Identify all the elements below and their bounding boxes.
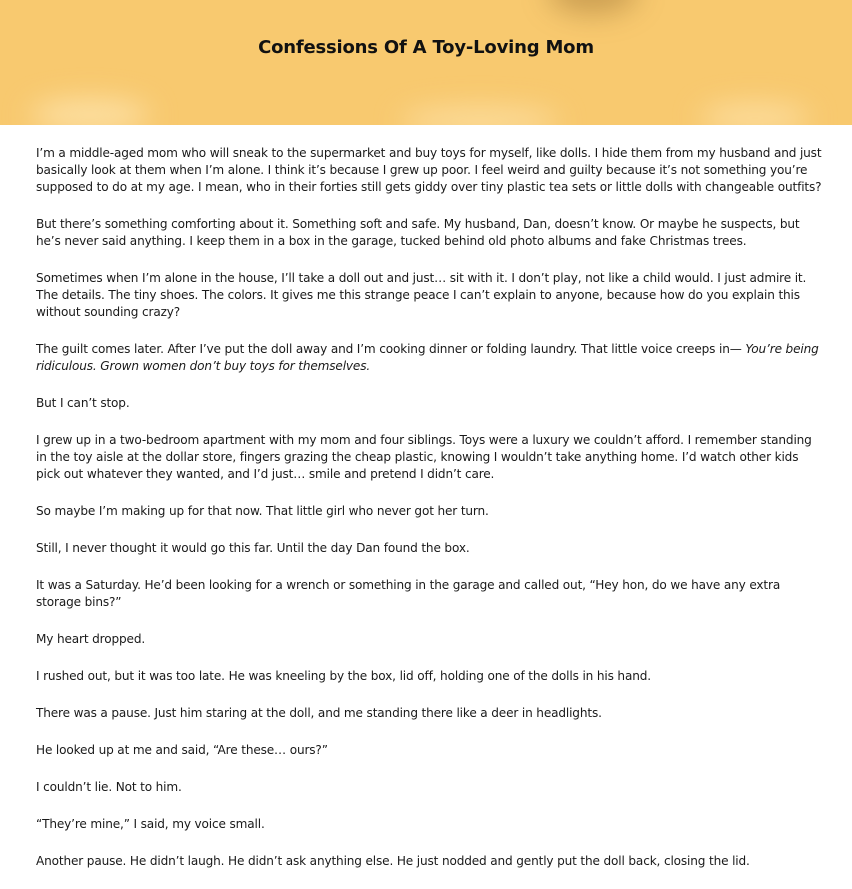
article-paragraph: I’m a middle-aged mom who will sneak to the supermarket and buy toys for myself, like dolls. I hide them from my husband and just basically look at them when I’m alone. I think it’s because I grew up poor. I feel weird and guilty because it’s not something you’re supposed to do at my age. I mean, who in their forties still gets giddy over tiny plastic tea sets or little dolls with changeable outfits? <box>36 146 822 194</box>
italic-inner-voice: You’re being ridiculous. Grown women don’t buy toys for themselves. <box>36 342 819 373</box>
article-paragraph: “They’re mine,” I said, my voice small. <box>36 817 265 831</box>
article-paragraph: There was a pause. Just him staring at the doll, and me standing there like a deer in headlights. <box>36 706 602 720</box>
article-paragraph: But there’s something comforting about it. Something soft and safe. My husband, Dan, doesn’t know. Or maybe he suspects, but he’s never said anything. I keep them in a box in the garage, tucked behind old photo albums and fake Christmas trees. <box>36 217 800 248</box>
header-blur-decoration <box>400 108 560 125</box>
article-paragraph: But I can’t stop. <box>36 396 130 410</box>
article-paragraph: He looked up at me and said, “Are these… ours?” <box>36 743 328 757</box>
article-title: Confessions Of A Toy-Loving Mom <box>258 37 594 58</box>
article-paragraph: I rushed out, but it was too late. He was kneeling by the box, lid off, holding one of the dolls in his hand. <box>36 669 651 683</box>
header-blur-decoration <box>700 104 810 125</box>
article-paragraph: It was a Saturday. He’d been looking for a wrench or something in the garage and called out, “Hey hon, do we have any extra storage bins?” <box>36 578 781 609</box>
article-paragraph: So maybe I’m making up for that now. That little girl who never got her turn. <box>36 504 489 518</box>
article-paragraph: I couldn’t lie. Not to him. <box>36 780 182 794</box>
article-paragraph: I grew up in a two-bedroom apartment with my mom and four siblings. Toys were a luxury we couldn’t afford. I remember standing in the toy aisle at the dollar store, fingers grazing the cheap plastic, knowing I wouldn’t take anything home. I’d watch other kids pick out whatever they wanted, and I’d just… smile and pretend I didn’t care. <box>36 433 812 481</box>
article-paragraph: Another pause. He didn’t laugh. He didn’t ask anything else. He just nodded and gently put the doll back, closing the lid. <box>36 854 750 868</box>
paragraph-text: The guilt comes later. After I’ve put the doll away and I’m cooking dinner or folding laundry. That little voice creeps in— <box>36 342 746 356</box>
article-header <box>0 0 852 125</box>
article-paragraph: My heart dropped. <box>36 632 146 646</box>
article-body <box>0 125 852 870</box>
header-blur-decoration <box>30 100 150 125</box>
article-paragraph <box>36 341 822 375</box>
header-blur-decoration <box>548 0 638 14</box>
article-paragraph: Sometimes when I’m alone in the house, I’ll take a doll out and just… sit with it. I don’t play, not like a child would. I just admire it. The details. The tiny shoes. The colors. It gives me this strange peace I can’t explain to anyone, because how do you explain this without sounding crazy? <box>36 271 807 319</box>
article-paragraph: Still, I never thought it would go this far. Until the day Dan found the box. <box>36 541 470 555</box>
